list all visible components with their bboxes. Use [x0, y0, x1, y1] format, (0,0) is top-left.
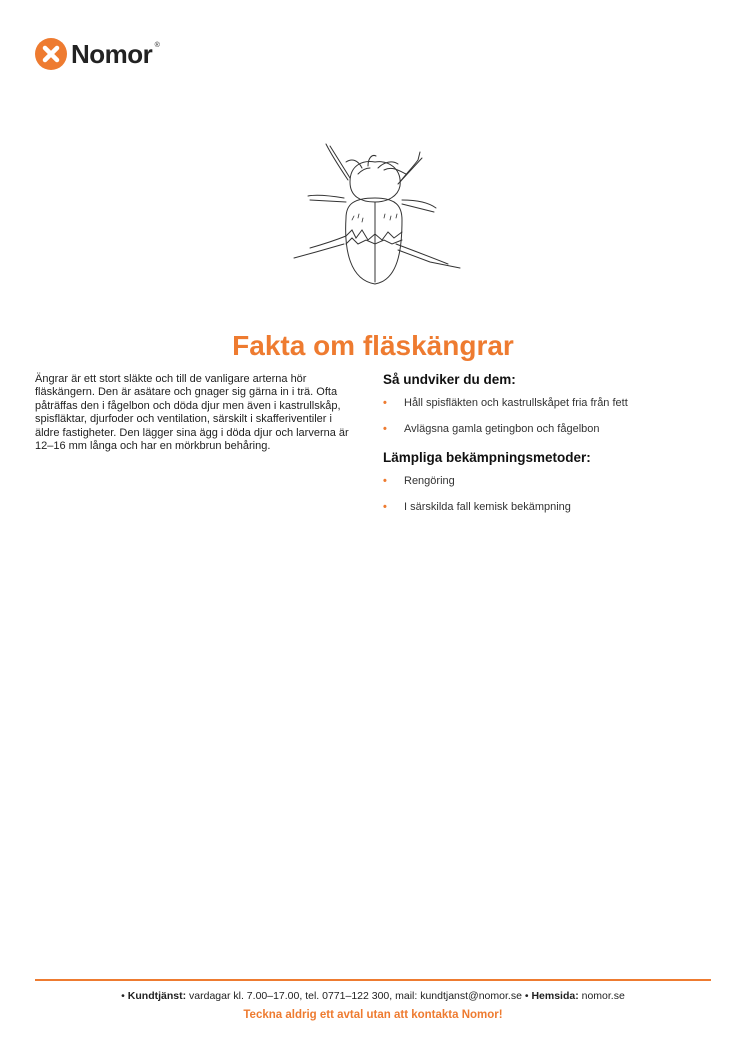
service-text: vardagar kl. 7.00–17.00, tel. 0771–122 300, mail: kundtjanst@nomor.se — [189, 990, 522, 1002]
nomor-x-icon — [35, 38, 67, 70]
methods-list — [383, 475, 713, 514]
avoid-list — [383, 397, 713, 436]
call-to-action: Teckna aldrig ett avtal utan att kontakta Nomor! — [243, 1009, 503, 1021]
footer-contact: • Kundtjänst: vardagar kl. 7.00–17.00, tel. 0771–122 300, mail: kundtjanst@nomor.se • Hemsida: nomor.se — [121, 990, 625, 1002]
web-label: Hemsida: — [531, 990, 579, 1002]
bullet-icon: • — [383, 423, 387, 435]
avoid-heading: Så undviker du dem: — [383, 372, 516, 387]
bullet-icon: • — [383, 475, 387, 487]
beetle-illustration — [288, 140, 463, 295]
list-item: • Avlägsna gamla getingbon och fågelbon — [383, 423, 600, 435]
bullet-icon: • — [383, 397, 387, 409]
intro-paragraph: Ängrar är ett stort släkte och till de vanligare arterna hör fläskängern. Den är asätare och gnager sig gärna in i trä. Ofta påträffas den i fågelbon och döda djur men även i kastrullskåp, spisfläktar, djurfoder och ventilation, särskilt i skafferiventiler i äldre fastigheter. Den lägger sina ägg i döda djur och larverna är 12–16 mm långa och har en mörkbrun behåring. — [35, 373, 349, 453]
list-item: • Håll spisfläkten och kastrullskåpet fria från fett — [383, 397, 628, 409]
footer-divider — [35, 979, 711, 981]
page-title: Fakta om fläskängrar — [232, 330, 514, 361]
prevention-panel — [383, 372, 713, 528]
service-label: Kundtjänst: — [127, 990, 187, 1002]
nomor-logo — [35, 38, 160, 70]
brand-name: Nomor ® — [71, 38, 160, 69]
methods-heading: Lämpliga bekämpningsmetoder: — [383, 450, 591, 465]
web-link[interactable]: nomor.se — [581, 990, 625, 1002]
list-item: • Rengöring — [383, 475, 455, 487]
list-item: • I särskilda fall kemisk bekämpning — [383, 501, 571, 513]
bullet-icon: • — [383, 501, 387, 513]
